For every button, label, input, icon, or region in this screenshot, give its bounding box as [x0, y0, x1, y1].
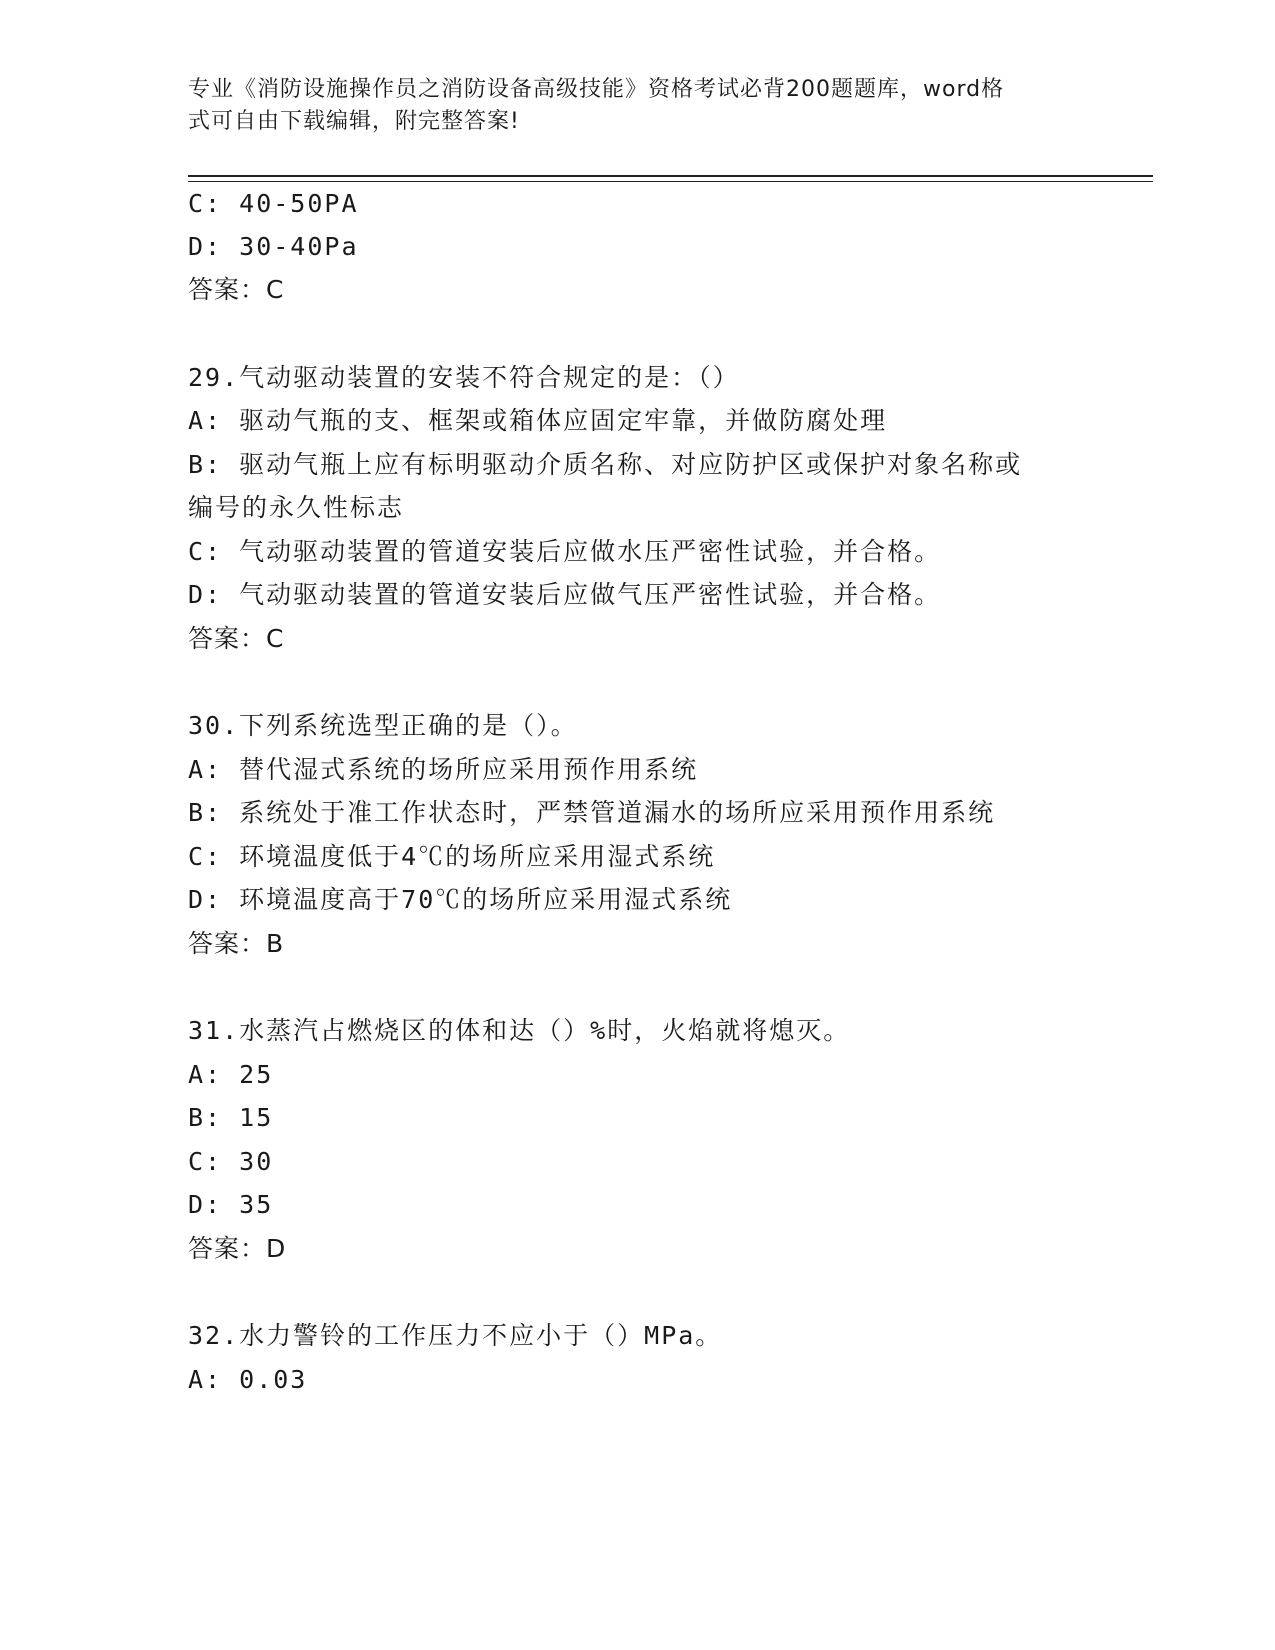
q28-answer: 答案：C — [188, 275, 285, 304]
header-line-1: 专业《消防设施操作员之消防设备高级技能》资格考试必背200题题库，word格 — [188, 77, 1005, 102]
q29-answer: 答案：C — [188, 624, 285, 653]
q30-option-c: C: 环境温度低于4℃的场所应采用湿式系统 — [188, 842, 716, 871]
q31-option-c: C: 30 — [188, 1147, 274, 1176]
q30-stem: 30.下列系统选型正确的是（）。 — [188, 711, 578, 740]
q29-option-c: C: 气动驱动装置的管道安装后应做水压严密性试验，并合格。 — [188, 537, 942, 566]
header-divider-thick — [188, 175, 1153, 177]
q32-stem: 32.水力警铃的工作压力不应小于（）MPa。 — [188, 1321, 723, 1350]
q31-stem: 31.水蒸汽占燃烧区的体和达（）%时，火焰就将熄灭。 — [188, 1016, 851, 1045]
header-divider-thin — [188, 181, 1153, 182]
q30-option-a: A: 替代湿式系统的场所应采用预作用系统 — [188, 755, 699, 784]
q31-answer: 答案：D — [188, 1234, 287, 1263]
header-line-2: 式可自由下载编辑，附完整答案! — [188, 109, 520, 134]
q29-option-b: B: 驱动气瓶上应有标明驱动介质名称、对应防护区或保护对象名称或 — [188, 450, 1023, 479]
q29-option-a: A: 驱动气瓶的支、框架或箱体应固定牢靠，并做防腐处理 — [188, 406, 888, 435]
document-header — [188, 74, 1068, 138]
q32-option-a: A: 0.03 — [188, 1365, 308, 1394]
q30-answer: 答案：B — [188, 929, 285, 958]
q30-option-b: B: 系统处于准工作状态时，严禁管道漏水的场所应采用预作用系统 — [188, 798, 996, 827]
q31-option-d: D: 35 — [188, 1190, 274, 1219]
q31-option-b: B: 15 — [188, 1103, 274, 1132]
q31-option-a: A: 25 — [188, 1060, 274, 1089]
q29-option-b-continued: 编号的永久性标志 — [188, 493, 405, 522]
q28-option-c: C: 40-50PA — [188, 189, 359, 218]
q29-option-d: D: 气动驱动装置的管道安装后应做气压严密性试验，并合格。 — [188, 580, 942, 609]
q29-stem: 29.气动驱动装置的安装不符合规定的是：（） — [188, 363, 740, 392]
q30-option-d: D: 环境温度高于70℃的场所应采用湿式系统 — [188, 885, 733, 914]
q28-option-d: D: 30-40Pa — [188, 232, 359, 261]
